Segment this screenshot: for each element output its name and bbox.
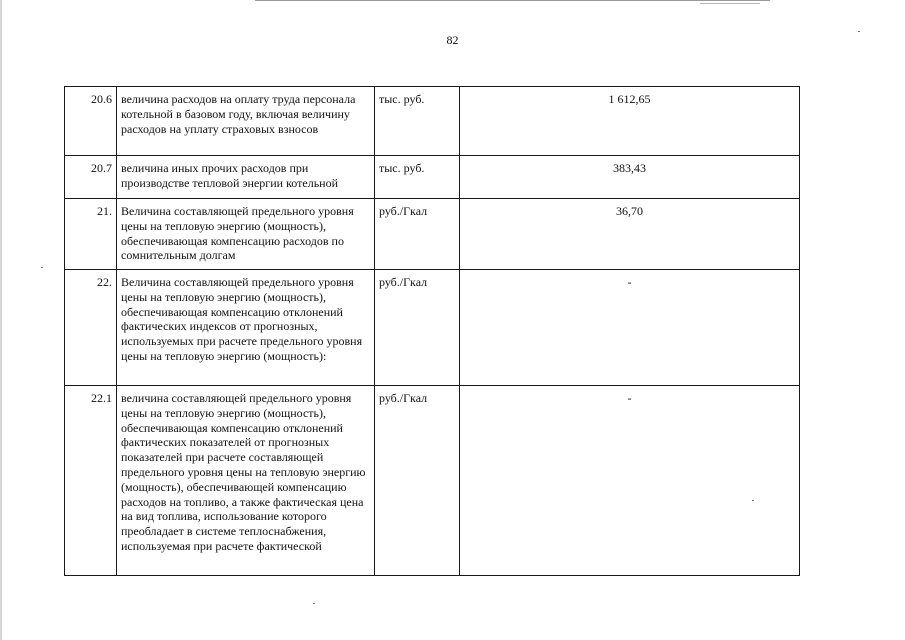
row-value: 36,70: [460, 199, 800, 270]
scan-top-line: [700, 3, 760, 4]
row-unit: тыс. руб.: [375, 87, 460, 156]
scan-speck: [41, 267, 43, 268]
table-row: [65, 87, 800, 156]
row-number: 20.7: [65, 156, 117, 199]
row-value: -: [460, 270, 800, 386]
table-row: [65, 156, 800, 199]
row-value: 383,43: [460, 156, 800, 199]
row-description: Величина составляющей предельного уровня цены на тепловую энергию (мощность), обеспечивающая компенсацию отклонений фактических индексов от прогнозных, используемых при расчете предельного уровня цены на тепловую энергию (мощность):: [117, 270, 375, 386]
scan-left-edge: [0, 0, 2, 640]
page-number: 82: [446, 33, 459, 47]
row-number: 20.6: [65, 87, 117, 156]
row-unit: руб./Гкал: [375, 386, 460, 576]
data-table: [64, 86, 800, 576]
row-description: величина расходов на оплату труда персонала котельной в базовом году, включая величину расходов на уплату страховых взносов: [117, 87, 375, 156]
scan-speck: [858, 31, 860, 32]
row-description: величина иных прочих расходов при производстве тепловой энергии котельной: [117, 156, 375, 199]
scan-top-line: [255, 0, 770, 1]
table-row: [65, 199, 800, 270]
table-row: [65, 386, 800, 576]
row-number: 22.1: [65, 386, 117, 576]
row-unit: руб./Гкал: [375, 270, 460, 386]
scan-speck: [313, 603, 315, 604]
row-unit: руб./Гкал: [375, 199, 460, 270]
row-unit: тыс. руб.: [375, 156, 460, 199]
row-number: 22.: [65, 270, 117, 386]
table-row: [65, 270, 800, 386]
row-description: Величина составляющей предельного уровня цены на тепловую энергию (мощность), обеспечивающая компенсацию расходов по сомнительным долгам: [117, 199, 375, 270]
row-number: 21.: [65, 199, 117, 270]
row-value: 1 612,65: [460, 87, 800, 156]
row-description: величина составляющей предельного уровня цены на тепловую энергию (мощность), обеспечивающая компенсацию отклонений фактических показателей от прогнозных показателей при расчете составляющей предельного уровня цены на тепловую энергию (мощность), обеспечивающей компенсацию расходов на топливо, а также фактическая цена на вид топлива, использование которого преобладает в системе теплоснабжения, используемая при расчете фактической: [117, 386, 375, 576]
row-value: -: [460, 386, 800, 576]
